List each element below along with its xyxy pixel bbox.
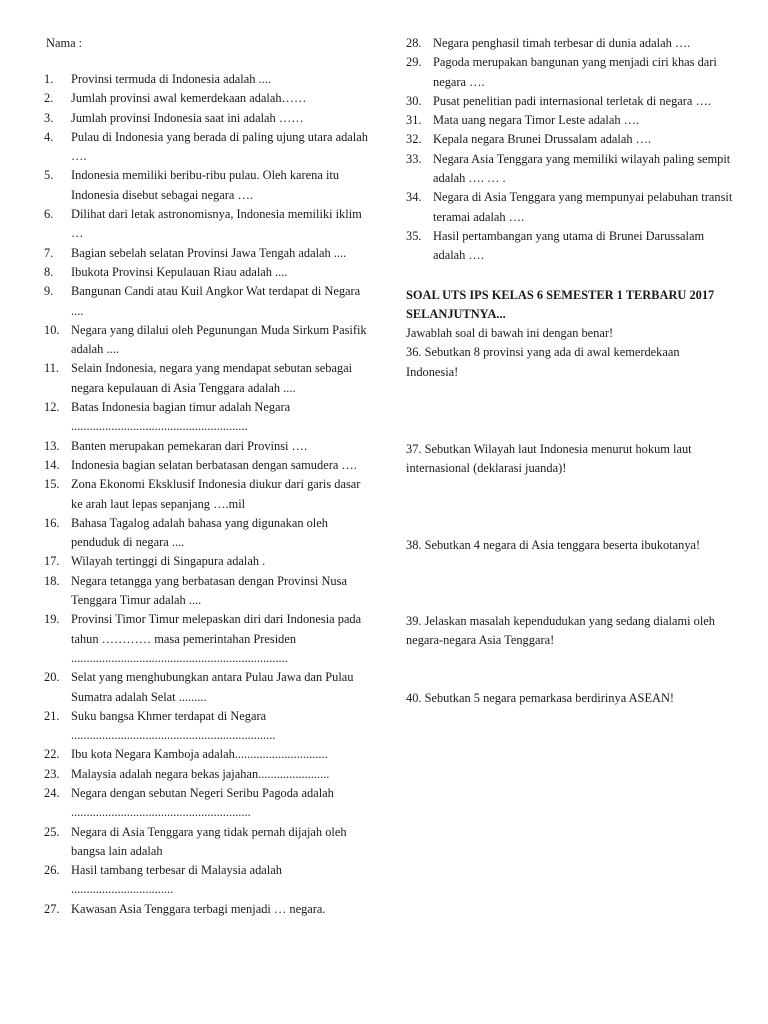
question-text: Pusat penelitian padi internasional terletak di negara ….: [433, 93, 712, 108]
question-item: [44, 321, 370, 360]
answer-space: [406, 479, 734, 536]
question-number: 26.: [44, 863, 60, 878]
question-text: Mata uang negara Timor Leste adalah ….: [433, 113, 640, 128]
question-text: Selain Indonesia, negara yang mendapat sebutan sebagai negara kepulauan di Asia Tenggara adalah ....: [71, 361, 353, 395]
question-number: 5.: [44, 168, 54, 183]
question-item: [44, 514, 370, 553]
question-text: Banten merupakan pemekaran dari Provinsi ….: [71, 438, 308, 453]
question-number: 3.: [44, 110, 54, 125]
question-text: Ibukota Provinsi Kepulauan Riau adalah ....: [71, 264, 288, 279]
question-number: 32.: [406, 132, 422, 147]
question-item: [44, 861, 370, 900]
question-text: Negara tetangga yang berbatasan dengan Provinsi Nusa Tenggara Timur adalah ....: [71, 573, 347, 608]
question-number: 18.: [44, 573, 60, 588]
question-number: 24.: [44, 785, 60, 800]
question-item: [44, 765, 370, 784]
question-item: [44, 900, 370, 919]
section-title: SOAL UTS IPS KELAS 6 SEMESTER 1 TERBARU 2017 SELANJUTNYA...: [406, 287, 715, 321]
question-text: Batas Indonesia bagian timur adalah Negara .........................................................: [71, 400, 291, 434]
essay-question-36: 36. Sebutkan 8 provinsi yang ada di awal kemerdekaan Indonesia!: [406, 345, 680, 379]
question-number: 30.: [406, 93, 422, 108]
question-item: [406, 34, 734, 53]
question-item: [44, 109, 370, 128]
question-text: Ibu kota Negara Kamboja adalah..............................: [71, 747, 328, 762]
question-number: 11.: [44, 361, 60, 376]
question-text: Negara dengan sebutan Negeri Seribu Pagoda adalah ..........................................................: [71, 785, 334, 820]
essay-question-37: 37. Sebutkan Wilayah laut Indonesia menurut hokum laut internasional (deklarasi juanda)!: [406, 442, 692, 476]
question-text: Wilayah tertinggi di Singapura adalah .: [71, 554, 266, 569]
question-text: Negara di Asia Tenggara yang mempunyai pelabuhan transit teramai adalah ….: [433, 190, 733, 224]
question-text: Kawasan Asia Tenggara terbagi menjadi … negara.: [71, 901, 326, 916]
question-item: [44, 398, 370, 437]
question-list-right: [406, 34, 734, 266]
question-text: Negara di Asia Tenggara yang tidak pernah dijajah oleh bangsa lain adalah: [71, 824, 347, 858]
answer-space: [406, 382, 734, 440]
question-item: [44, 456, 370, 475]
question-text: Dilihat dari letak astronomisnya, Indonesia memiliki iklim …: [71, 207, 362, 241]
question-item: [44, 166, 370, 205]
essay-question-38: 38. Sebutkan 4 negara di Asia tenggara beserta ibukotanya!: [406, 537, 701, 552]
question-item: [406, 130, 734, 149]
question-item: [44, 263, 370, 282]
question-item: [44, 610, 370, 668]
question-text: Zona Ekonomi Eksklusif Indonesia diukur dari garis dasar ke arah laut lepas sepanjang ….mil: [71, 477, 361, 511]
question-item: [44, 70, 370, 89]
question-item: [406, 150, 734, 189]
question-number: 31.: [406, 113, 422, 128]
question-item: [406, 53, 734, 92]
essay-question-40: 40. Sebutkan 5 negara pemarkasa berdirinya ASEAN!: [406, 690, 675, 705]
essay-question-39: 39. Jelaskan masalah kependudukan yang sedang dialami oleh negara-negara Asia Tenggara!: [406, 613, 715, 648]
question-text: Provinsi termuda di Indonesia adalah ....: [71, 72, 271, 86]
question-number: 21.: [44, 708, 60, 723]
question-number: 1.: [44, 72, 54, 86]
question-item: [406, 92, 734, 111]
question-number: 13.: [44, 438, 60, 453]
question-text: Indonesia memiliki beribu-ribu pulau. Oleh karena itu Indonesia disebut sebagai negara ….: [71, 168, 340, 202]
question-text: Provinsi Timor Timur melepaskan diri dari Indonesia pada tahun ………… masa pemerintahan Presiden ......................................................................: [71, 612, 362, 665]
question-text: Jumlah provinsi Indonesia saat ini adalah ……: [71, 110, 304, 125]
question-item: [44, 572, 370, 611]
question-item: [406, 188, 734, 227]
question-number: 12.: [44, 400, 60, 415]
question-number: 15.: [44, 477, 60, 492]
question-list-left: [44, 70, 370, 919]
question-number: 22.: [44, 747, 60, 762]
question-text: Bagian sebelah selatan Provinsi Jawa Tengah adalah ....: [71, 245, 347, 260]
question-item: [44, 552, 370, 571]
question-number: 33.: [406, 151, 422, 166]
question-text: Indonesia bagian selatan berbatasan dengan samudera ….: [71, 457, 357, 472]
question-item: [44, 128, 370, 167]
question-item: [406, 111, 734, 130]
question-number: 7.: [44, 245, 54, 260]
question-number: 17.: [44, 554, 60, 569]
question-number: 27.: [44, 901, 60, 916]
question-text: Bangunan Candi atau Kuil Angkor Wat terdapat di Negara ....: [71, 284, 361, 318]
question-number: 16.: [44, 515, 60, 530]
question-text: Bahasa Tagalog adalah bahasa yang digunakan oleh penduduk di negara ....: [71, 515, 328, 550]
question-number: 8.: [44, 264, 54, 279]
question-item: [44, 359, 370, 398]
answer-space: [406, 651, 734, 689]
question-item: [406, 227, 734, 266]
question-number: 35.: [406, 228, 422, 243]
answer-space: [406, 555, 734, 612]
question-text: Negara Asia Tenggara yang memiliki wilayah paling sempit adalah …. … .: [433, 151, 731, 186]
question-number: 20.: [44, 670, 60, 685]
right-column: [406, 34, 734, 708]
question-item: [44, 823, 370, 862]
question-text: Pulau di Indonesia yang berada di paling ujung utara adalah ….: [71, 129, 368, 164]
question-text: Negara penghasil timah terbesar di dunia adalah ….: [433, 36, 691, 50]
question-item: [44, 244, 370, 263]
name-label: Nama :: [46, 36, 83, 50]
question-number: 2.: [44, 91, 54, 106]
question-text: Jumlah provinsi awal kemerdekaan adalah……: [71, 91, 307, 106]
question-text: Hasil pertambangan yang utama di Brunei Darussalam adalah ….: [433, 228, 705, 263]
question-text: Hasil tambang terbesar di Malaysia adalah .................................: [71, 863, 282, 897]
question-text: Negara yang dilalui oleh Pegunungan Muda Sirkum Pasifik adalah ....: [71, 322, 367, 357]
question-number: 4.: [44, 129, 54, 144]
question-number: 25.: [44, 824, 60, 839]
question-number: 10.: [44, 322, 60, 337]
question-item: [44, 437, 370, 456]
question-item: [44, 668, 370, 707]
section-instruction: Jawablah soal di bawah ini dengan benar!: [406, 326, 614, 341]
question-item: [44, 205, 370, 244]
question-number: 34.: [406, 190, 422, 205]
question-number: 23.: [44, 766, 60, 781]
question-item: [44, 707, 370, 746]
question-number: 29.: [406, 55, 422, 70]
question-text: Kepala negara Brunei Drussalam adalah ….: [433, 132, 652, 147]
question-number: 9.: [44, 284, 54, 299]
question-text: Pagoda merupakan bangunan yang menjadi ciri khas dari negara ….: [433, 55, 717, 89]
question-text: Suku bangsa Khmer terdapat di Negara ..................................................................: [71, 708, 276, 743]
question-item: [44, 89, 370, 108]
question-text: Selat yang menghubungkan antara Pulau Jawa dan Pulau Sumatra adalah Selat .........: [71, 670, 354, 704]
question-item: [44, 745, 370, 764]
question-text: Malaysia adalah negara bekas jajahan.......................: [71, 766, 330, 781]
question-item: [44, 282, 370, 321]
question-number: 6.: [44, 207, 54, 222]
question-item: [44, 784, 370, 823]
question-number: 19.: [44, 612, 60, 627]
question-item: [44, 475, 370, 514]
question-number: 14.: [44, 457, 60, 472]
question-number: 28.: [406, 36, 422, 50]
left-column: [44, 70, 370, 919]
